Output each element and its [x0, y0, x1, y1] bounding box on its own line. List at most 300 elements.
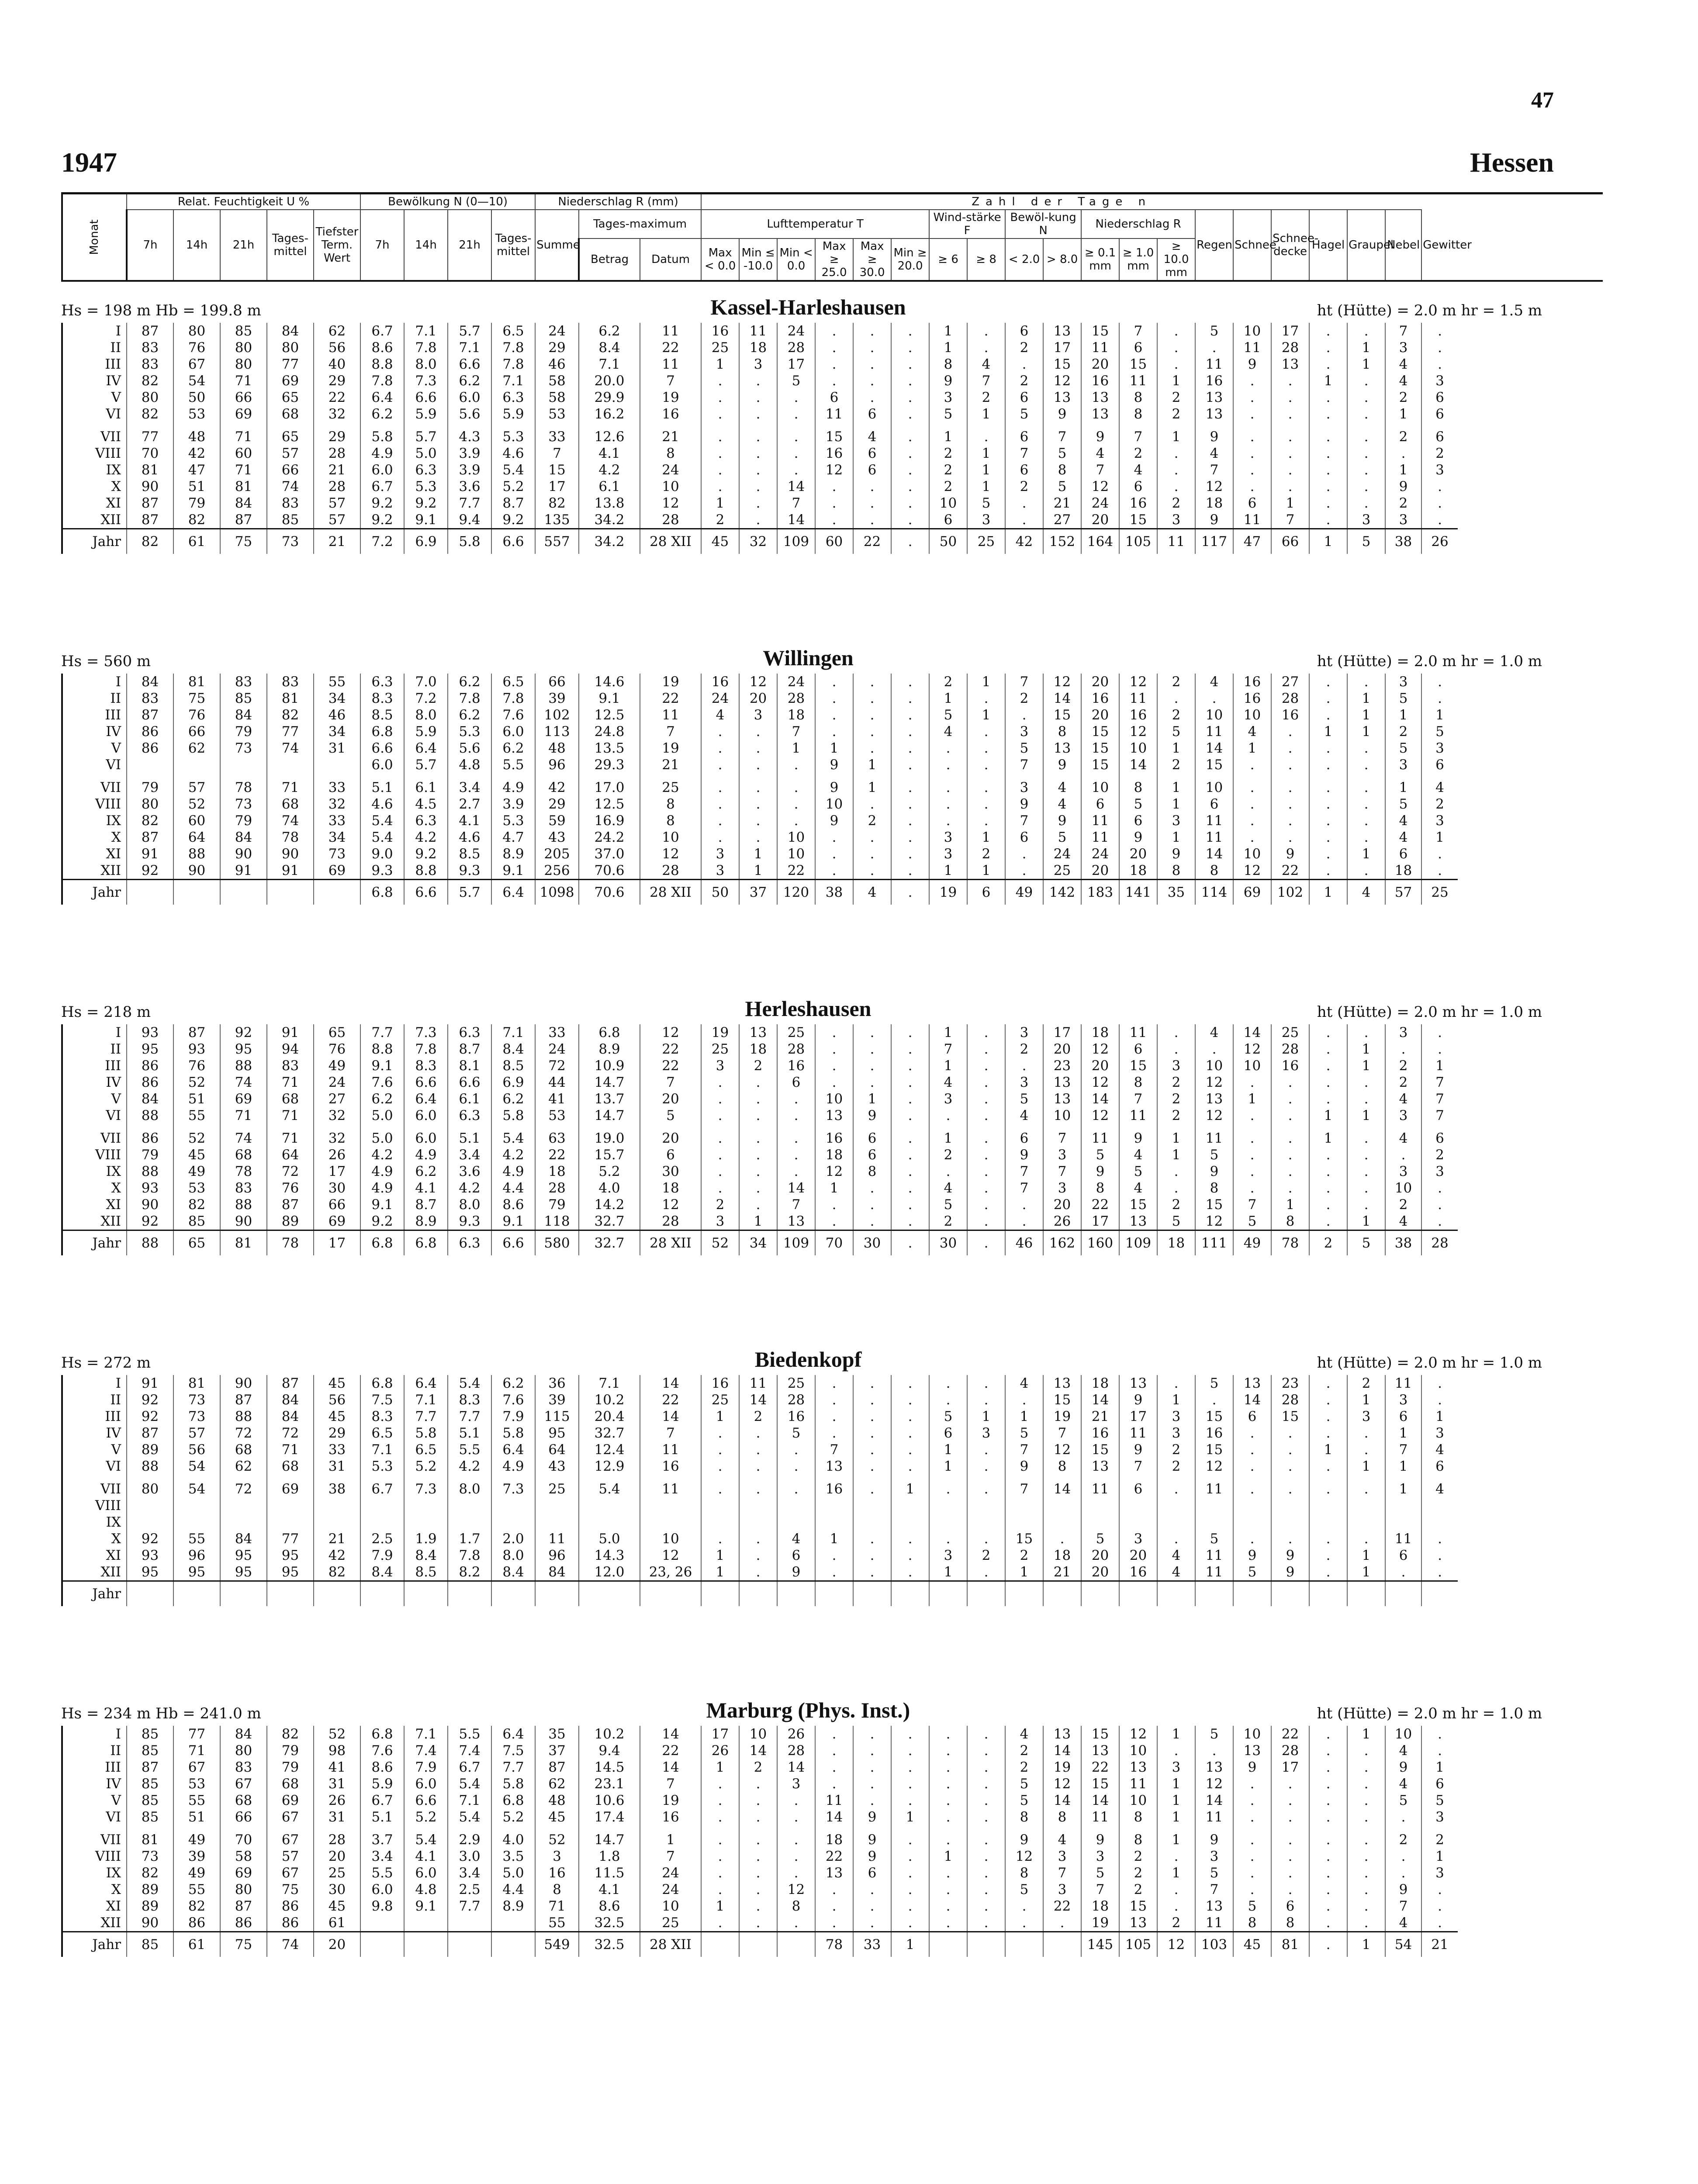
table-cell: 28 XII — [640, 1932, 701, 1957]
table-cell: 69 — [314, 862, 360, 880]
table-cell: 14 — [1195, 740, 1233, 757]
table-cell: 1 — [1309, 1107, 1347, 1124]
month-label: XII — [62, 511, 127, 529]
table-cell: 70 — [815, 1230, 853, 1256]
table-cell: 14 — [777, 478, 815, 495]
table-cell: 15 — [1119, 1196, 1157, 1213]
table-cell: 57 — [173, 773, 220, 796]
table-cell: . — [1233, 1074, 1271, 1091]
table-cell — [1157, 1581, 1195, 1607]
header-niederschlag: Niederschlag R (mm) — [535, 194, 701, 210]
table-cell: . — [891, 674, 929, 690]
table-row — [62, 445, 1603, 462]
table-cell: 96 — [173, 1547, 220, 1564]
table-cell: 8 — [535, 1881, 579, 1898]
table-row — [62, 323, 1603, 339]
table-cell — [1081, 1497, 1119, 1514]
table-cell: 8.0 — [448, 1196, 491, 1213]
header-7h: 7h — [127, 210, 173, 281]
table-cell — [1347, 1514, 1385, 1531]
table-cell: 23.1 — [579, 1776, 640, 1792]
month-label: IV — [62, 1776, 127, 1792]
table-cell: 12 — [1119, 1726, 1157, 1742]
table-cell: 22 — [640, 1041, 701, 1057]
table-cell: 5.2 — [404, 1458, 448, 1475]
table-cell — [491, 1497, 535, 1514]
table-cell: 84 — [220, 829, 267, 846]
table-cell: 2.5 — [360, 1531, 404, 1547]
table-cell: . — [967, 1074, 1005, 1091]
table-cell: 71 — [267, 773, 314, 796]
table-row — [62, 1408, 1603, 1425]
table-cell: . — [1271, 1124, 1309, 1147]
month-label: IV — [62, 1074, 127, 1091]
table-cell: 16 — [815, 1475, 853, 1497]
table-cell: 87 — [220, 1392, 267, 1408]
table-cell: . — [1271, 1825, 1309, 1848]
table-cell: . — [739, 1531, 777, 1547]
table-cell — [777, 1581, 815, 1607]
table-cell: 28 — [1421, 1230, 1458, 1256]
table-cell: . — [701, 1531, 739, 1547]
table-cell: 52 — [173, 796, 220, 812]
table-cell: 35 — [1157, 880, 1195, 905]
table-cell: 19 — [640, 1792, 701, 1809]
table-cell: 2 — [1157, 1914, 1195, 1932]
table-cell: 11 — [640, 356, 701, 373]
table-cell: 19 — [1043, 1408, 1081, 1425]
table-cell: 7 — [1005, 1163, 1043, 1180]
table-row — [62, 1441, 1603, 1458]
table-cell: 60 — [220, 445, 267, 462]
table-cell: 14 — [1081, 1792, 1119, 1809]
table-cell: 25 — [1271, 1024, 1309, 1041]
table-cell: . — [1347, 1441, 1385, 1458]
table-cell: 12 — [777, 1881, 815, 1898]
table-cell: . — [1347, 1776, 1385, 1792]
table-cell: 85 — [267, 511, 314, 529]
table-cell: 3 — [1385, 1024, 1421, 1041]
table-cell: . — [929, 812, 967, 829]
table-cell: . — [1309, 323, 1347, 339]
table-cell: 73 — [314, 846, 360, 862]
table-cell: . — [1157, 1742, 1195, 1759]
table-cell: 6 — [853, 1865, 891, 1881]
table-cell: 28 — [777, 1392, 815, 1408]
table-cell: 7.8 — [491, 690, 535, 707]
table-cell: 3.4 — [448, 773, 491, 796]
table-cell: 13 — [1043, 740, 1081, 757]
table-row — [62, 862, 1603, 880]
table-cell: 10.9 — [579, 1057, 640, 1074]
table-cell: 71 — [173, 1742, 220, 1759]
table-cell: 54 — [173, 373, 220, 389]
table-cell: 32 — [314, 406, 360, 422]
table-cell: . — [815, 1726, 853, 1742]
table-cell: . — [967, 1825, 1005, 1848]
table-cell: 12.5 — [579, 707, 640, 723]
table-cell: 75 — [220, 529, 267, 554]
table-row — [62, 1458, 1603, 1475]
table-cell: 2 — [1157, 1074, 1195, 1091]
table-cell: 6 — [1005, 422, 1043, 445]
table-cell: . — [1157, 1898, 1195, 1914]
table-cell: . — [1309, 389, 1347, 406]
table-cell: 3 — [1005, 773, 1043, 796]
table-cell: 9.2 — [360, 495, 404, 511]
table-cell: . — [853, 846, 891, 862]
table-cell: 21 — [1043, 1564, 1081, 1581]
table-cell: . — [1347, 445, 1385, 462]
table-cell: 20 — [1043, 1196, 1081, 1213]
table-cell: 9 — [1157, 846, 1195, 862]
table-cell: 6.8 — [491, 1792, 535, 1809]
table-cell: 20 — [1119, 846, 1157, 862]
header-summe: Summe — [535, 210, 579, 281]
table-cell: 4 — [1043, 796, 1081, 812]
table-cell: 12.4 — [579, 1441, 640, 1458]
table-cell: 9.1 — [404, 511, 448, 529]
table-cell — [1195, 1514, 1233, 1531]
table-cell: 8 — [1271, 1213, 1309, 1230]
station-table — [61, 1375, 1603, 1606]
station-instrument-info: ht (Hütte) = 2.0 m hr = 1.0 m — [1317, 653, 1542, 670]
table-cell: 6.0 — [404, 1776, 448, 1792]
table-cell — [491, 1514, 535, 1531]
table-cell: . — [777, 1124, 815, 1147]
table-cell: 6.6 — [404, 1792, 448, 1809]
table-cell — [579, 1581, 640, 1607]
table-cell: 20 — [1081, 1057, 1119, 1074]
table-cell: . — [853, 389, 891, 406]
table-cell: 4 — [929, 1180, 967, 1196]
table-cell: 6 — [1195, 796, 1233, 812]
table-cell: 1 — [967, 478, 1005, 495]
month-label: IX — [62, 462, 127, 478]
table-cell: 53 — [173, 1180, 220, 1196]
table-cell: 50 — [701, 880, 739, 905]
table-cell: . — [739, 1425, 777, 1441]
table-cell: 10 — [777, 829, 815, 846]
table-cell: 10.2 — [579, 1726, 640, 1742]
table-cell: 6 — [1421, 406, 1458, 422]
table-cell: 1 — [1347, 690, 1385, 707]
table-cell: 49 — [173, 1163, 220, 1180]
table-cell: 2 — [1385, 1057, 1421, 1074]
page-number: 47 — [1531, 88, 1554, 113]
table-cell: . — [1309, 1425, 1347, 1441]
table-cell: 5 — [1385, 740, 1421, 757]
station-block — [61, 1346, 1555, 1685]
table-cell: 3 — [1043, 1881, 1081, 1898]
table-cell: 20 — [314, 1848, 360, 1865]
table-cell: . — [1309, 674, 1347, 690]
table-cell: 34.2 — [579, 511, 640, 529]
table-cell: 80 — [220, 1881, 267, 1898]
table-cell: 9.3 — [448, 862, 491, 880]
table-cell: 2 — [1421, 1147, 1458, 1163]
table-cell: 12 — [1195, 1776, 1233, 1792]
table-cell: 5 — [1195, 323, 1233, 339]
table-row — [62, 1914, 1603, 1932]
table-cell: 8 — [640, 796, 701, 812]
table-cell: 5.6 — [448, 740, 491, 757]
table-cell: 5.4 — [360, 829, 404, 846]
table-cell: 5.5 — [448, 1441, 491, 1458]
table-cell: 92 — [127, 1392, 173, 1408]
station-height-info: Hs = 272 m — [61, 1354, 151, 1372]
table-cell: 33 — [314, 773, 360, 796]
table-cell: 9 — [1385, 1881, 1421, 1898]
table-cell: . — [853, 862, 891, 880]
table-cell: 6.1 — [404, 773, 448, 796]
table-cell: 11 — [1195, 723, 1233, 740]
table-cell: 1 — [1347, 339, 1385, 356]
table-cell: . — [1233, 373, 1271, 389]
table-cell: 9 — [815, 773, 853, 796]
table-cell: 2.9 — [448, 1825, 491, 1848]
table-cell: 25 — [701, 339, 739, 356]
table-cell: 32 — [314, 1124, 360, 1147]
table-cell: . — [739, 1776, 777, 1792]
table-cell: 3.9 — [448, 445, 491, 462]
table-cell: 7.7 — [448, 1898, 491, 1914]
table-cell: 7.9 — [404, 1759, 448, 1776]
table-cell: 2 — [929, 478, 967, 495]
table-cell: . — [1271, 1091, 1309, 1107]
table-cell: 10.2 — [579, 1392, 640, 1408]
table-cell: 1 — [1309, 723, 1347, 740]
table-cell: 33 — [535, 422, 579, 445]
table-cell: 1 — [1347, 356, 1385, 373]
table-cell: . — [929, 1759, 967, 1776]
table-cell: 10 — [1119, 1792, 1157, 1809]
table-cell: 17 — [777, 356, 815, 373]
table-cell: . — [1233, 1124, 1271, 1147]
table-cell: 12 — [1119, 674, 1157, 690]
table-cell: . — [1421, 1881, 1458, 1898]
table-cell: 8 — [1119, 1074, 1157, 1091]
table-cell: 6.8 — [579, 1024, 640, 1041]
table-cell: 88 — [220, 1408, 267, 1425]
table-cell: 78 — [815, 1932, 853, 1957]
table-cell: . — [967, 812, 1005, 829]
table-cell: 24 — [777, 323, 815, 339]
table-cell: . — [967, 1742, 1005, 1759]
table-cell: . — [1347, 862, 1385, 880]
table-cell: 8.0 — [404, 707, 448, 723]
table-cell: 1 — [967, 674, 1005, 690]
table-cell: 17.4 — [579, 1809, 640, 1825]
table-cell: 14 — [777, 1180, 815, 1196]
table-cell: 79 — [535, 1196, 579, 1213]
table-cell: 3 — [1385, 757, 1421, 773]
table-cell: 19 — [640, 674, 701, 690]
header-threshold: Max ≥ 30.0 — [853, 238, 891, 281]
table-cell: 5.3 — [360, 1458, 404, 1475]
table-cell: 76 — [173, 707, 220, 723]
table-cell: 20.0 — [579, 373, 640, 389]
table-cell — [1195, 1497, 1233, 1514]
table-cell: 40 — [314, 356, 360, 373]
table-cell — [777, 1497, 815, 1514]
table-cell: 8.9 — [491, 1898, 535, 1914]
table-cell: 85 — [127, 1742, 173, 1759]
table-cell: . — [853, 1408, 891, 1425]
month-label: VIII — [62, 445, 127, 462]
table-cell: . — [815, 1564, 853, 1581]
table-cell: 6 — [929, 511, 967, 529]
table-cell: 109 — [777, 1230, 815, 1256]
table-cell: 80 — [173, 323, 220, 339]
table-cell: 2 — [1421, 445, 1458, 462]
table-cell: 4 — [1385, 812, 1421, 829]
table-cell: 11 — [1195, 1124, 1233, 1147]
table-cell: 89 — [127, 1881, 173, 1898]
table-cell: 3 — [701, 862, 739, 880]
table-cell: . — [1347, 1425, 1385, 1441]
table-cell: 61 — [173, 1932, 220, 1957]
table-cell: . — [1347, 422, 1385, 445]
table-cell: 1 — [853, 757, 891, 773]
table-cell: 1 — [929, 1124, 967, 1147]
table-cell: 1 — [1157, 1809, 1195, 1825]
table-cell: . — [1421, 846, 1458, 862]
table-cell: 3 — [1157, 1408, 1195, 1425]
table-cell: 2 — [853, 812, 891, 829]
table-cell: 7.1 — [491, 1024, 535, 1041]
table-cell: 67 — [267, 1809, 314, 1825]
table-cell: . — [1271, 1865, 1309, 1881]
table-cell: 9 — [1119, 1124, 1157, 1147]
table-cell: . — [1271, 1881, 1309, 1898]
table-cell: 84 — [127, 674, 173, 690]
table-cell: 12 — [1195, 1213, 1233, 1230]
header-tiefster: Tiefster Term. Wert — [314, 210, 360, 281]
table-cell: 22 — [314, 389, 360, 406]
table-cell: . — [929, 1881, 967, 1898]
table-cell: 87 — [220, 511, 267, 529]
table-cell: 32.5 — [579, 1932, 640, 1957]
table-cell: 20 — [640, 1091, 701, 1107]
table-cell — [404, 1932, 448, 1957]
table-cell: 16 — [640, 1458, 701, 1475]
table-cell: . — [853, 829, 891, 846]
table-cell — [701, 1932, 739, 1957]
station-height-info: Hs = 234 m Hb = 241.0 m — [61, 1705, 261, 1722]
table-cell: 5.1 — [360, 1809, 404, 1825]
table-cell: . — [929, 1776, 967, 1792]
table-cell — [360, 1932, 404, 1957]
table-cell: 15 — [1081, 1776, 1119, 1792]
table-cell: 81 — [267, 690, 314, 707]
table-cell: 152 — [1043, 529, 1081, 554]
table-cell: 7 — [1385, 1898, 1421, 1914]
table-cell: 114 — [1195, 880, 1233, 905]
header-schnee: Schnee — [1233, 210, 1271, 281]
table-cell: 67 — [173, 1759, 220, 1776]
table-cell — [853, 1514, 891, 1531]
table-cell: . — [891, 1531, 929, 1547]
table-cell: 86 — [267, 1914, 314, 1932]
table-cell: 14 — [1233, 1392, 1271, 1408]
table-cell: . — [929, 1163, 967, 1180]
header-bew: Bewöl-kung N — [1005, 210, 1081, 238]
table-cell: . — [967, 1898, 1005, 1914]
table-cell: 18 — [777, 707, 815, 723]
table-cell: . — [739, 1124, 777, 1147]
table-cell: . — [891, 1742, 929, 1759]
table-cell: . — [701, 723, 739, 740]
table-cell: 55 — [173, 1792, 220, 1809]
table-cell: 1 — [815, 1180, 853, 1196]
table-cell: 11 — [640, 1441, 701, 1458]
table-cell: 62 — [173, 740, 220, 757]
table-cell: 7 — [1421, 1074, 1458, 1091]
table-cell: 1 — [1347, 1041, 1385, 1057]
table-cell: 80 — [127, 796, 173, 812]
table-cell: 12 — [1043, 1441, 1081, 1458]
table-cell — [173, 1497, 220, 1514]
table-cell: 81 — [127, 462, 173, 478]
table-cell: 580 — [535, 1230, 579, 1256]
table-cell: 4 — [1233, 723, 1271, 740]
table-cell: 14.7 — [579, 1107, 640, 1124]
table-cell: 1 — [1385, 707, 1421, 723]
month-label: V — [62, 1091, 127, 1107]
table-cell: . — [891, 880, 929, 905]
table-cell: 55 — [535, 1914, 579, 1932]
table-cell: 31 — [314, 740, 360, 757]
table-cell: 8.2 — [448, 1564, 491, 1581]
table-cell: 84 — [267, 1392, 314, 1408]
table-cell: 72 — [220, 1425, 267, 1441]
table-cell: . — [967, 1441, 1005, 1458]
table-cell: 37.0 — [579, 846, 640, 862]
table-cell: . — [739, 773, 777, 796]
table-cell: 88 — [127, 1458, 173, 1475]
table-cell: 2 — [1157, 495, 1195, 511]
table-cell: 28 — [777, 690, 815, 707]
table-cell: 5 — [1233, 1898, 1271, 1914]
table-cell: 6.6 — [491, 1230, 535, 1256]
table-cell — [220, 880, 267, 905]
table-cell: 15 — [1195, 1408, 1233, 1425]
table-cell: . — [891, 323, 929, 339]
table-cell: 1 — [929, 690, 967, 707]
table-cell: . — [967, 796, 1005, 812]
table-cell: 2 — [929, 462, 967, 478]
table-cell: 95 — [220, 1547, 267, 1564]
table-cell — [701, 1514, 739, 1531]
table-cell: 8.5 — [491, 1057, 535, 1074]
table-cell: . — [1309, 1180, 1347, 1196]
table-cell: 13 — [1043, 1375, 1081, 1392]
table-cell: 5.3 — [491, 422, 535, 445]
table-cell: 19 — [1081, 1914, 1119, 1932]
table-cell: . — [815, 1776, 853, 1792]
table-cell: 42 — [173, 445, 220, 462]
table-cell: 7 — [1195, 1881, 1233, 1898]
table-cell: . — [1421, 495, 1458, 511]
table-cell: 6.4 — [404, 1091, 448, 1107]
table-cell: 2 — [739, 1408, 777, 1425]
header-threshold: Min < 0.0 — [777, 238, 815, 281]
table-cell: 9 — [1043, 812, 1081, 829]
table-cell: . — [739, 1848, 777, 1865]
table-cell: . — [1271, 1163, 1309, 1180]
table-cell: 1 — [1309, 373, 1347, 389]
